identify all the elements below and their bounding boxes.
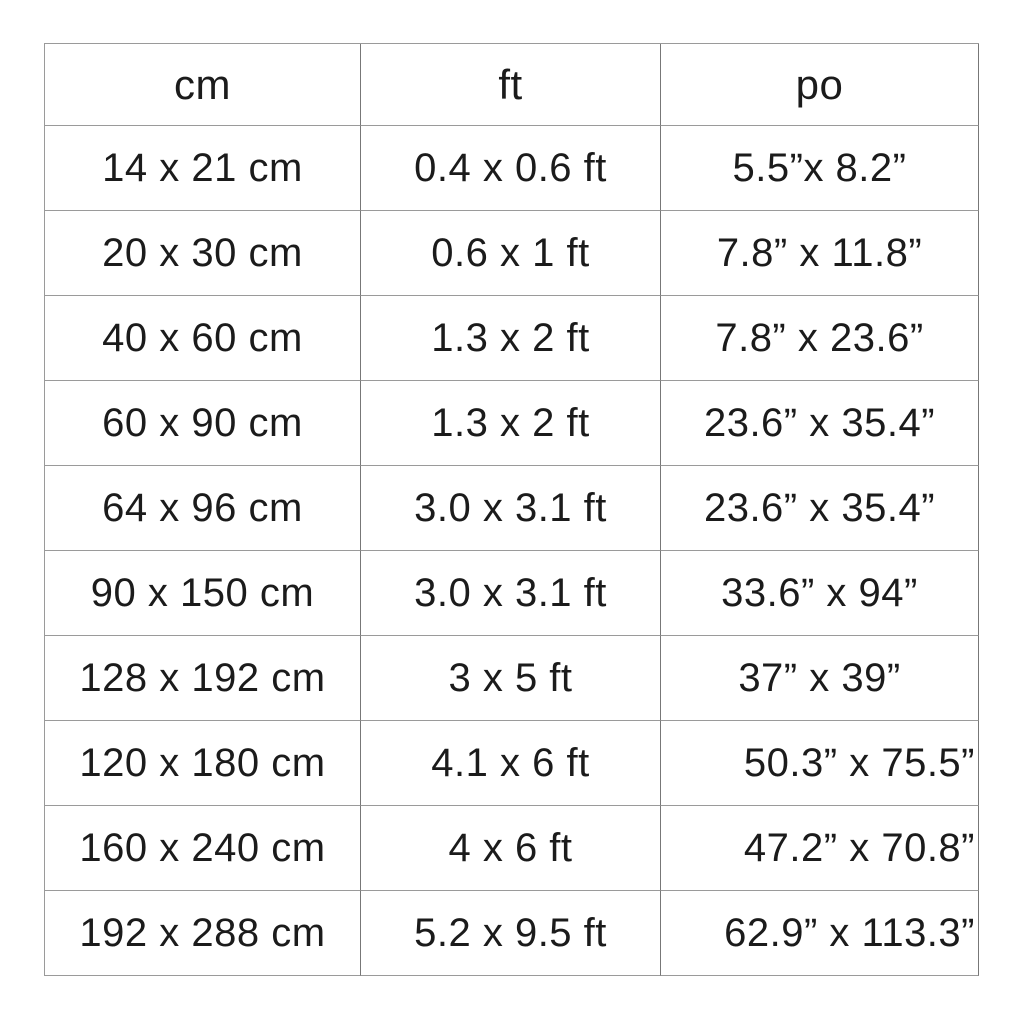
cell-po: 7.8” x 11.8” <box>661 211 979 296</box>
cell-cm: 40 x 60 cm <box>45 296 361 381</box>
cell-cm: 90 x 150 cm <box>45 551 361 636</box>
cell-po: 5.5”x 8.2” <box>661 126 979 211</box>
cell-cm: 192 x 288 cm <box>45 891 361 976</box>
cell-po: 23.6” x 35.4” <box>661 381 979 466</box>
cell-po: 62.9” x 113.3” <box>661 891 979 976</box>
header-ft: ft <box>361 44 661 126</box>
size-conversion-table <box>44 43 979 976</box>
header-po: po <box>661 44 979 126</box>
cell-ft: 3.0 x 3.1 ft <box>361 551 661 636</box>
cell-po: 47.2” x 70.8” <box>661 806 979 891</box>
cell-ft: 4.1 x 6 ft <box>361 721 661 806</box>
cell-po: 50.3” x 75.5” <box>661 721 979 806</box>
cell-cm: 120 x 180 cm <box>45 721 361 806</box>
cell-ft: 5.2 x 9.5 ft <box>361 891 661 976</box>
cell-cm: 20 x 30 cm <box>45 211 361 296</box>
cell-po: 7.8” x 23.6” <box>661 296 979 381</box>
cell-ft: 0.4 x 0.6 ft <box>361 126 661 211</box>
cell-cm: 60 x 90 cm <box>45 381 361 466</box>
cell-po: 33.6” x 94” <box>661 551 979 636</box>
cell-po: 37” x 39” <box>661 636 979 721</box>
cell-cm: 64 x 96 cm <box>45 466 361 551</box>
cell-cm: 128 x 192 cm <box>45 636 361 721</box>
cell-ft: 4 x 6 ft <box>361 806 661 891</box>
cell-ft: 3.0 x 3.1 ft <box>361 466 661 551</box>
cell-ft: 0.6 x 1 ft <box>361 211 661 296</box>
cell-ft: 1.3 x 2 ft <box>361 296 661 381</box>
cell-cm: 160 x 240 cm <box>45 806 361 891</box>
header-cm: cm <box>45 44 361 126</box>
cell-ft: 3 x 5 ft <box>361 636 661 721</box>
cell-ft: 1.3 x 2 ft <box>361 381 661 466</box>
cell-po: 23.6” x 35.4” <box>661 466 979 551</box>
cell-cm: 14 x 21 cm <box>45 126 361 211</box>
